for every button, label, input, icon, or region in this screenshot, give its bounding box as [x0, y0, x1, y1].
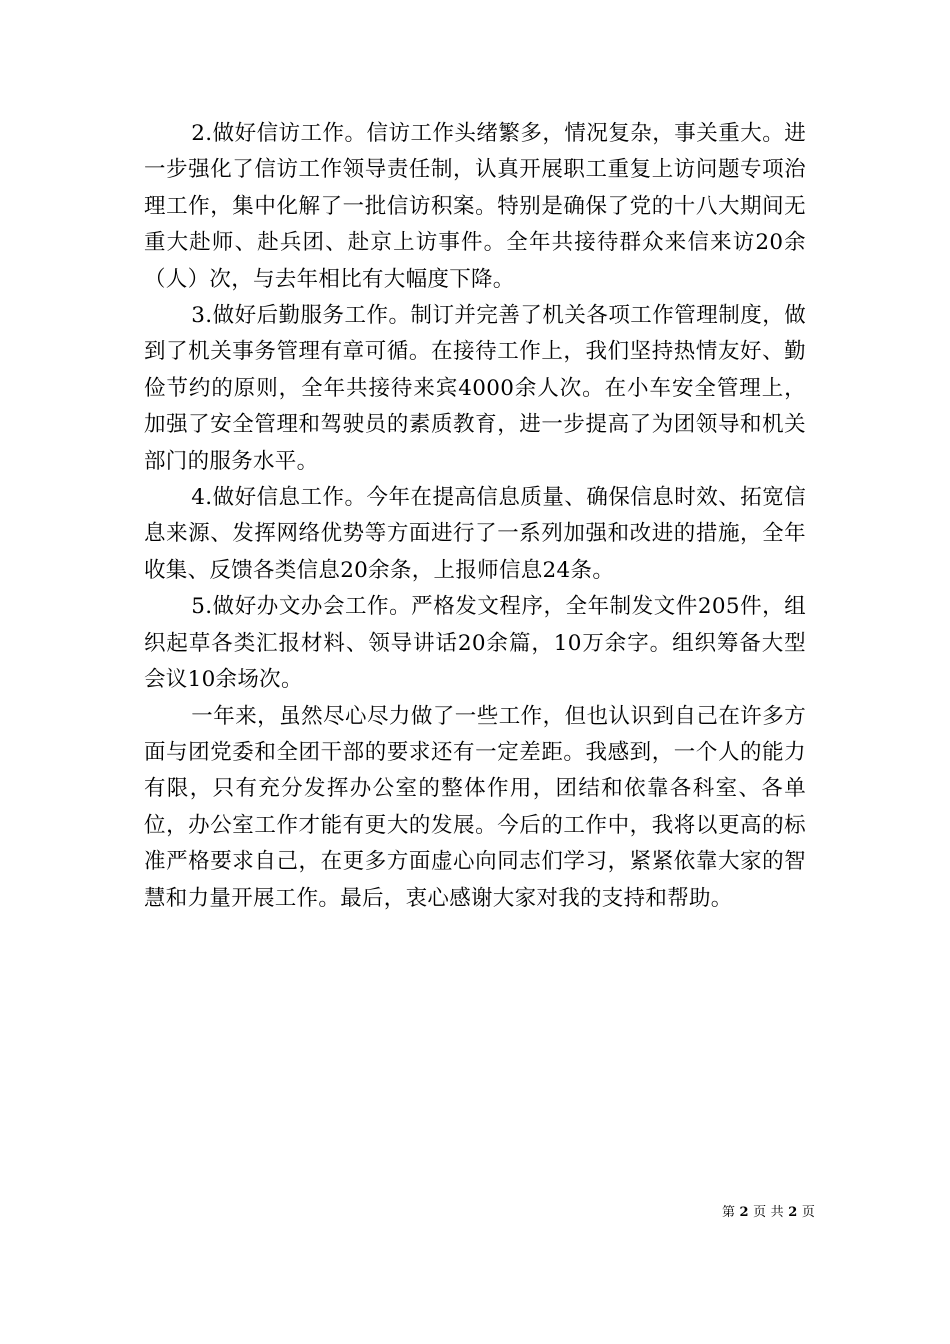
- footer-suffix: 页: [801, 1205, 816, 1220]
- paragraph-document-meeting-work: 5.做好办文办会工作。严格发文程序，全年制发文件205件，组织起草各类汇报材料、领导讲话20余篇，10万余字。组织筹备大型会议10余场次。: [144, 594, 806, 693]
- body-text: [144, 116, 806, 917]
- paragraph-petition-work: 2.做好信访工作。信访工作头绪繁多，情况复杂，事关重大。进一步强化了信访工作领导责任制，认真开展职工重复上访问题专项治理工作，集中化解了一批信访积案。特别是确保了党的十八大期间无重大赴师、赴兵团、赴京上访事件。全年共接待群众来信来访20余（人）次，与去年相比有大幅度下降。: [144, 121, 806, 292]
- footer-middle: 页 共: [753, 1205, 784, 1220]
- current-page-number: 2: [739, 1205, 749, 1220]
- page-number-footer: [722, 1205, 815, 1221]
- footer-prefix: 第: [722, 1205, 736, 1220]
- paragraph-logistics-work: 3.做好后勤服务工作。制订并完善了机关各项工作管理制度，做到了机关事务管理有章可循。在接待工作上，我们坚持热情友好、勤俭节约的原则，全年共接待来宾4000余人次。在小车安全管理上，加强了安全管理和驾驶员的素质教育，进一步提高了为团领导和机关部门的服务水平。: [144, 303, 806, 474]
- total-page-number: 2: [788, 1205, 798, 1220]
- paragraph-summary: 一年来，虽然尽心尽力做了一些工作，但也认识到自己在许多方面与团党委和全团干部的要求还有一定差距。我感到，一个人的能力有限，只有充分发挥办公室的整体作用，团结和依靠各科室、各单位，办公室工作才能有更大的发展。今后的工作中，我将以更高的标准严格要求自己，在更多方面虚心向同志们学习，紧紧依靠大家的智慧和力量开展工作。最后，衷心感谢大家对我的支持和帮助。: [144, 703, 806, 911]
- paragraph-information-work: 4.做好信息工作。今年在提高信息质量、确保信息时效、拓宽信息来源、发挥网络优势等方面进行了一系列加强和改进的措施，全年收集、反馈各类信息20余条，上报师信息24条。: [144, 485, 806, 583]
